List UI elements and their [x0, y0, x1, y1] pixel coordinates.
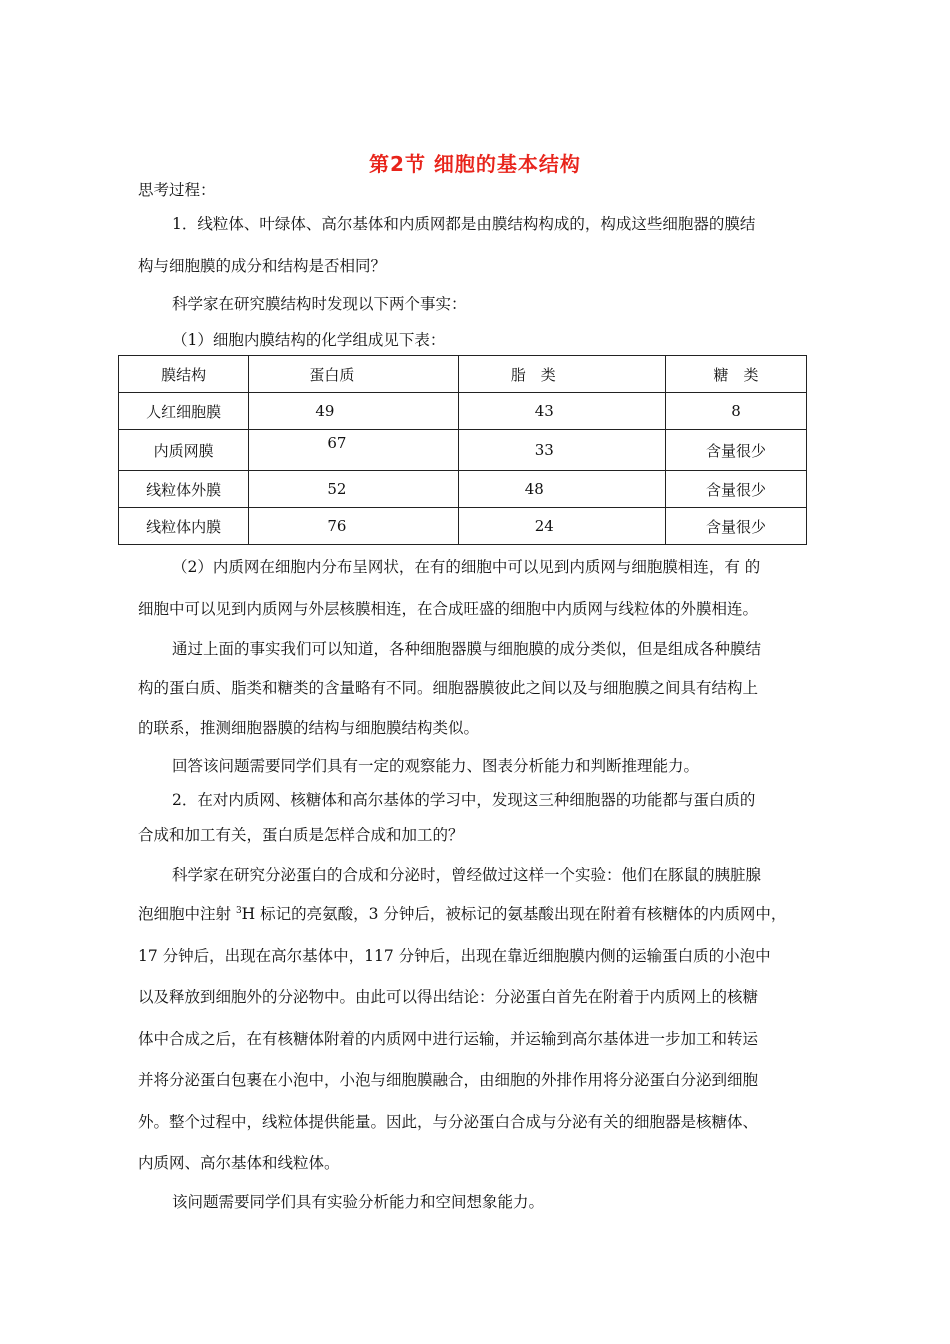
table-cell: 含量很少 — [666, 471, 807, 508]
table-cell: 内质网膜 — [119, 430, 249, 471]
table-row — [119, 471, 807, 508]
table-header-cell: 糖 类 — [666, 356, 807, 393]
table-cell: 52 — [249, 471, 458, 508]
table-cell: 含量很少 — [666, 508, 807, 545]
table-row — [119, 430, 807, 471]
table-caption: （1）细胞内膜结构的化学组成见下表： — [172, 331, 446, 349]
ability-note-2: 该问题需要同学们具有实验分析能力和空间想象能力。 — [172, 1193, 545, 1211]
question-2-line-1: 2．在对内质网、核糖体和高尔基体的学习中，发现这三种细胞器的功能都与蛋白质的 — [172, 791, 756, 809]
table-row — [119, 508, 807, 545]
table-cell: 含量很少 — [666, 430, 807, 471]
conclusion-1-line-2: 构的蛋白质、脂类和糖类的含量略有不同。细胞器膜彼此之间以及与细胞膜之间具有结构上 — [138, 679, 759, 697]
experiment-line-2-part-a: 泡细胞中注射 — [138, 905, 236, 923]
experiment-line-4: 以及释放到细胞外的分泌物中。由此可以得出结论：分泌蛋白首先在附着于内质网上的核糖 — [138, 988, 759, 1006]
isotope-superscript: 3 — [235, 905, 242, 916]
question-2-line-2: 合成和加工有关，蛋白质是怎样合成和加工的？ — [138, 826, 464, 844]
experiment-line-6: 并将分泌蛋白包裹在小泡中，小泡与细胞膜融合，由细胞的外排作用将分泌蛋白分泌到细胞 — [138, 1071, 759, 1089]
experiment-line-2 — [138, 902, 786, 924]
table-cell: 67 — [249, 430, 458, 471]
experiment-line-3: 17 分钟后，出现在高尔基体中，117 分钟后，出现在靠近细胞膜内侧的运输蛋白质的小泡中 — [138, 947, 771, 965]
experiment-line-8: 内质网、高尔基体和线粒体。 — [138, 1154, 340, 1172]
table-header-cell: 脂 类 — [458, 356, 665, 393]
table-header-cell: 蛋白质 — [249, 356, 458, 393]
conclusion-1-line-3: 的联系，推测细胞器膜的结构与细胞膜结构类似。 — [138, 719, 480, 737]
table-cell: 24 — [458, 508, 665, 545]
ability-note-1: 回答该问题需要同学们具有一定的观察能力、图表分析能力和判断推理能力。 — [172, 757, 700, 775]
table-cell: 76 — [249, 508, 458, 545]
table-cell: 线粒体内膜 — [119, 508, 249, 545]
table-header-cell: 膜结构 — [119, 356, 249, 393]
experiment-line-7: 外。整个过程中，线粒体提供能量。因此，与分泌蛋白合成与分泌有关的细胞器是核糖体、 — [138, 1113, 759, 1131]
experiment-line-2-part-b: H 标记的亮氨酸，3 分钟后，被标记的氨基酸出现在附着有核糖体的内质网中， — [241, 905, 787, 923]
table-cell: 8 — [666, 393, 807, 430]
intro-label: 思考过程： — [138, 181, 216, 199]
table-cell: 43 — [458, 393, 665, 430]
table-cell: 48 — [458, 471, 665, 508]
experiment-line-1: 科学家在研究分泌蛋白的合成和分泌时，曾经做过这样一个实验：他们在豚鼠的胰脏腺 — [172, 866, 762, 884]
page-title: 第2节 细胞的基本结构 — [369, 152, 581, 176]
membrane-composition-table — [118, 355, 807, 545]
facts-intro: 科学家在研究膜结构时发现以下两个事实： — [172, 295, 467, 313]
conclusion-1-line-1: 通过上面的事实我们可以知道，各种细胞器膜与细胞膜的成分类似，但是组成各种膜结 — [172, 640, 762, 658]
fact-2-line-2: 细胞中可以见到内质网与外层核膜相连，在合成旺盛的细胞中内质网与线粒体的外膜相连。 — [138, 600, 759, 618]
table-row — [119, 393, 807, 430]
fact-2-line-1: （2）内质网在细胞内分布呈网状，在有的细胞中可以见到内质网与细胞膜相连，有 的 — [172, 558, 761, 576]
table-header-row — [119, 356, 807, 393]
table-cell: 线粒体外膜 — [119, 471, 249, 508]
experiment-line-5: 体中合成之后，在有核糖体附着的内质网中进行运输，并运输到高尔基体进一步加工和转运 — [138, 1030, 759, 1048]
table-cell: 人红细胞膜 — [119, 393, 249, 430]
question-1-line-2: 构与细胞膜的成分和结构是否相同？ — [138, 257, 387, 275]
question-1-line-1: 1．线粒体、叶绿体、高尔基体和内质网都是由膜结构构成的，构成这些细胞器的膜结 — [172, 215, 756, 233]
table-cell: 33 — [458, 430, 665, 471]
table-cell: 49 — [249, 393, 458, 430]
